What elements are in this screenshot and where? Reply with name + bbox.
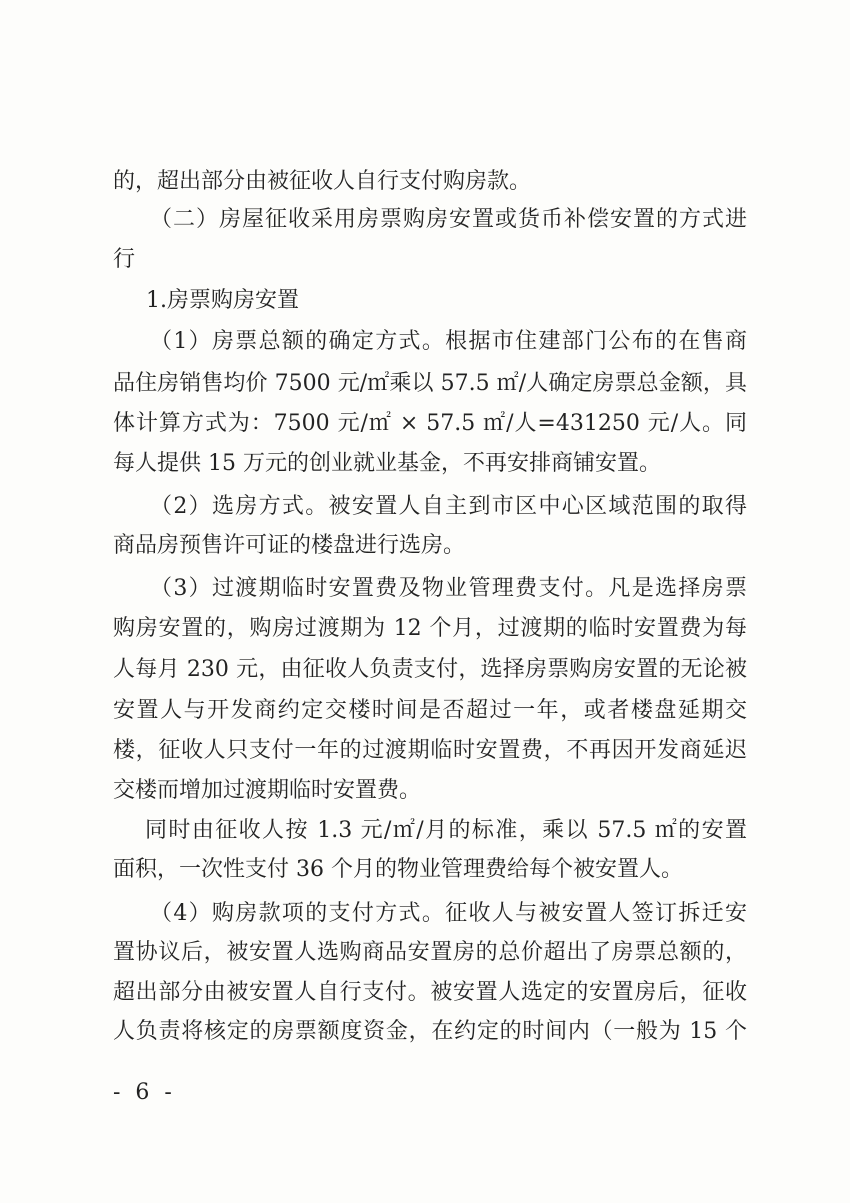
text-line: 品住房销售均价 7500 元/㎡乘以 57.5 ㎡/人确定房票总金额，具 (113, 371, 747, 396)
text-line: 交楼而增加过渡期临时安置费。 (113, 778, 422, 803)
text-line: 置协议后，被安置人选购商品安置房的总价超出了房票总额的， (113, 940, 747, 965)
text-line: 体计算方式为：7500 元/㎡ × 57.5 ㎡/人=431250 元/人。同 (113, 411, 747, 436)
text-line: 安置人与开发商约定交楼时间是否超过一年，或者楼盘延期交 (113, 698, 747, 723)
text-line: （4）购房款项的支付方式。征收人与被安置人签订拆迁安 (150, 901, 747, 926)
text-line: （2）选房方式。被安置人自主到市区中心区域范围的取得 (150, 494, 747, 519)
text-line: 人每月 230 元，由征收人负责支付，选择房票购房安置的无论被 (113, 657, 747, 682)
text-line: 的，超出部分由被征收人自行支付购房款。 (113, 169, 532, 194)
text-line: 每人提供 15 万元的创业就业基金，不再安排商铺安置。 (113, 451, 661, 476)
text-line: （1）房票总额的确定方式。根据市住建部门公布的在售商 (150, 329, 747, 354)
text-line: 面积，一次性支付 36 个月的物业管理费给每个被安置人。 (113, 857, 683, 882)
text-line: 人负责将核定的房票额度资金，在约定的时间内（一般为 15 个 (113, 1019, 747, 1044)
text-line: 购房安置的，购房过渡期为 12 个月，过渡期的临时安置费为每 (113, 616, 747, 641)
text-line: 超出部分由被安置人自行支付。被安置人选定的安置房后，征收 (113, 980, 747, 1005)
subsection-heading: 1.房票购房安置 (146, 288, 299, 313)
text-line: 楼，征收人只支付一年的过渡期临时安置费，不再因开发商延迟 (113, 738, 747, 763)
section-heading-cont: 行 (113, 247, 136, 272)
text-line: 商品房预售许可证的楼盘进行选房。 (113, 533, 466, 558)
text-line: （3）过渡期临时安置费及物业管理费支付。凡是选择房票 (150, 576, 747, 601)
text-line: 同时由征收人按 1.3 元/㎡/月的标准，乘以 57.5 ㎡的安置 (145, 818, 747, 843)
page-number: - 6 - (113, 1080, 176, 1105)
section-heading: （二）房屋征收采用房票购房安置或货币补偿安置的方式进 (150, 207, 747, 232)
